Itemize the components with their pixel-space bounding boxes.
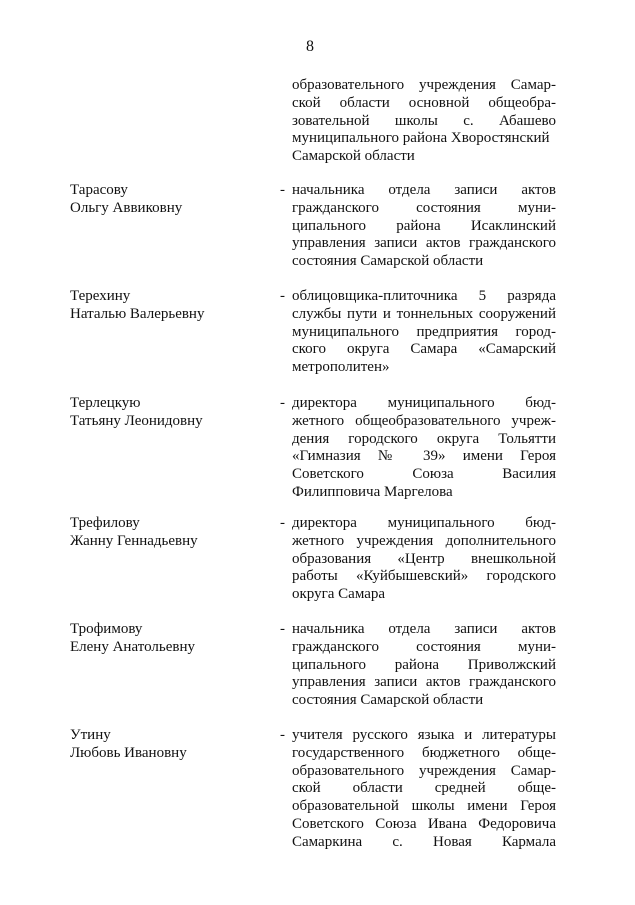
position-description <box>292 515 556 604</box>
given-names: Татьяну Леонидовну <box>70 412 203 429</box>
page-number: 8 <box>306 38 314 55</box>
text-line: «Гимназия № 39» имени Героя <box>292 448 556 465</box>
text-line: работы «Куйбышевский» городского <box>292 568 556 585</box>
given-names: Ольгу Аввиковну <box>70 199 183 216</box>
text-line: Филипповича Маргелова <box>292 483 453 500</box>
given-names: Наталью Валерьевну <box>70 305 205 322</box>
text-line: Самарской области <box>292 148 415 165</box>
text-line: ского округа Самара «Самарский <box>292 341 556 358</box>
text-line: начальника отдела записи актов <box>292 621 556 637</box>
position-description <box>292 395 556 502</box>
surname: Терлецкую <box>70 395 141 411</box>
position-description <box>292 182 556 271</box>
dash-separator: - <box>280 727 285 743</box>
text-line: округа Самара <box>292 586 386 603</box>
person-name <box>70 515 270 551</box>
dash-separator: - <box>280 182 285 198</box>
text-line: управления записи актов гражданского <box>292 235 556 252</box>
text-line: образовательного учреждения Самар- <box>292 762 556 779</box>
surname: Тарасову <box>70 182 128 198</box>
text-line: службы пути и тоннельных сооружений <box>292 305 556 322</box>
continuation-text <box>292 77 556 166</box>
person-name <box>70 395 270 431</box>
text-line: ской области основной общеобра- <box>292 94 556 111</box>
text-line: образования «Центр внешкольной <box>292 550 556 567</box>
surname: Утину <box>70 727 111 743</box>
text-line: гражданского состояния муни- <box>292 199 556 216</box>
text-line: состояния Самарской области <box>292 692 484 709</box>
text-line: состояния Самарской области <box>292 253 484 270</box>
text-line: государственного бюджетного обще- <box>292 744 556 761</box>
surname: Трофимову <box>70 621 143 637</box>
text-line: метрополитен» <box>292 359 390 376</box>
text-line: гражданского состояния муни- <box>292 638 556 655</box>
person-name <box>70 621 270 657</box>
text-line: жетного общеобразовательного учреж- <box>292 412 556 429</box>
dash-separator: - <box>280 621 285 637</box>
text-line: управления записи актов гражданского <box>292 674 556 691</box>
text-line: муниципального предприятия город- <box>292 323 556 340</box>
text-line: директора муниципального бюд- <box>292 515 556 531</box>
text-line: ципального района Приволжский <box>292 656 556 673</box>
surname: Терехину <box>70 288 131 304</box>
text-line: образовательной школы имени Героя <box>292 798 556 815</box>
person-name <box>70 288 270 324</box>
position-description <box>292 288 556 377</box>
position-description <box>292 727 556 852</box>
person-name <box>70 727 270 763</box>
text-line: учителя русского языка и литературы <box>292 727 556 743</box>
text-line: зовательной школы с. Абашево <box>292 112 556 129</box>
text-line: Советского Союза Василия <box>292 466 556 483</box>
given-names: Любовь Ивановну <box>70 744 187 761</box>
text-line: ципального района Исаклинский <box>292 217 556 234</box>
dash-separator: - <box>280 515 285 531</box>
text-line: муниципального района Хворостянский <box>292 130 550 147</box>
given-names: Жанну Геннадьевну <box>70 532 198 549</box>
person-name <box>70 182 270 218</box>
surname: Трефилову <box>70 515 140 531</box>
text-line: Советского Союза Ивана Федоровича <box>292 815 556 832</box>
dash-separator: - <box>280 288 285 304</box>
given-names: Елену Анатольевну <box>70 638 195 655</box>
dash-separator: - <box>280 395 285 411</box>
text-line: директора муниципального бюд- <box>292 395 556 411</box>
text-line: дения городского округа Тольятти <box>292 430 556 447</box>
text-line: образовательного учреждения Самар- <box>292 77 556 93</box>
text-line: начальника отдела записи актов <box>292 182 556 198</box>
position-description <box>292 621 556 710</box>
text-line: облицовщика-плиточника 5 разряда <box>292 288 556 304</box>
text-line: жетного учреждения дополнительного <box>292 532 556 549</box>
text-line: ской области средней обще- <box>292 780 556 797</box>
text-line: Самаркина с. Новая Кармала <box>292 833 556 850</box>
